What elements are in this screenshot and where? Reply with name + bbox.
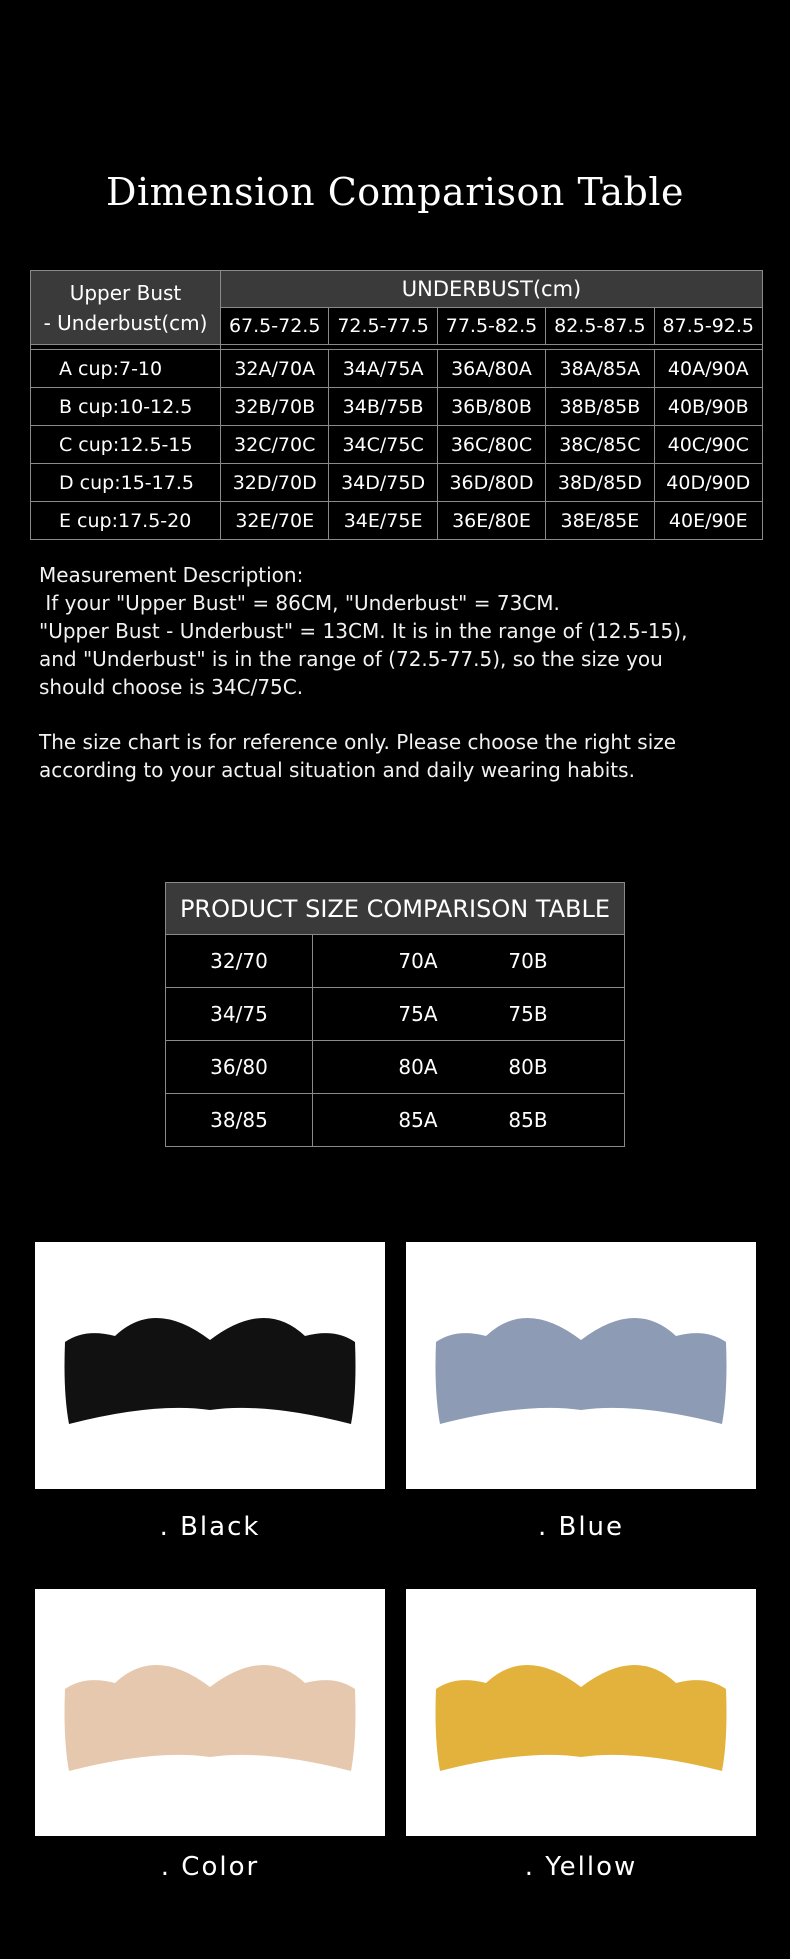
corner-line-2: - Underbust(cm) (43, 310, 208, 335)
size-cell: 32E/70E (221, 502, 329, 540)
size-b: 70B (508, 949, 548, 973)
product-size-table (165, 882, 625, 1147)
strapless-bra-icon (406, 1589, 756, 1836)
corner-line-1: Upper Bust (69, 280, 182, 305)
size-b: 85B (508, 1108, 548, 1132)
size-cell: 32/70 (166, 935, 313, 988)
size-a: 85A (398, 1108, 438, 1132)
size-cell: 34D/75D (329, 464, 437, 502)
description-line: and "Underbust" is in the range of (72.5-77.5), so the size you (39, 647, 663, 671)
size-cell: 32A/70A (221, 350, 329, 388)
size-cell: 38D/85D (546, 464, 654, 502)
size-cell: 38E/85E (546, 502, 654, 540)
size-cell: 32C/70C (221, 426, 329, 464)
size-cell: 36D/80D (437, 464, 545, 502)
product-label: . Yellow (524, 1852, 638, 1882)
underbust-header: UNDERBUST(cm) (221, 271, 763, 308)
size-cell: 40B/90B (654, 388, 762, 426)
size-cell: 36A/80A (437, 350, 545, 388)
description-line: should choose is 34C/75C. (39, 675, 304, 699)
note-line: according to your actual situation and daily wearing habits. (39, 758, 635, 782)
cup-label: D cup:15-17.5 (31, 464, 221, 502)
product-label: . Black (159, 1512, 261, 1542)
range-header: 77.5-82.5 (437, 308, 545, 345)
size-b: 75B (508, 1002, 548, 1026)
size-cell: 34B/75B (329, 388, 437, 426)
size-a: 80A (398, 1055, 438, 1079)
table-row (31, 350, 763, 388)
size-cell: 40D/90D (654, 464, 762, 502)
cup-label: E cup:17.5-20 (31, 502, 221, 540)
product-table-title: PRODUCT SIZE COMPARISON TABLE (166, 883, 625, 935)
table-row (31, 502, 763, 540)
size-cell: 32B/70B (221, 388, 329, 426)
range-header: 72.5-77.5 (329, 308, 437, 345)
size-cell: 36/80 (166, 1041, 313, 1094)
product-image-blue[interactable] (406, 1242, 756, 1489)
product-image-yellow[interactable] (406, 1589, 756, 1836)
description-line: "Upper Bust - Underbust" = 13CM. It is in the range of (12.5-15), (39, 619, 688, 643)
product-label: . Blue (537, 1512, 625, 1542)
size-cell: 40A/90A (654, 350, 762, 388)
size-b: 80B (508, 1055, 548, 1079)
product-image-black[interactable] (35, 1242, 385, 1489)
size-cell: 40C/90C (654, 426, 762, 464)
strapless-bra-icon (35, 1242, 385, 1489)
range-header: 87.5-92.5 (654, 308, 762, 345)
size-cell: 36C/80C (437, 426, 545, 464)
cup-label: B cup:10-12.5 (31, 388, 221, 426)
range-header: 82.5-87.5 (546, 308, 654, 345)
size-cell: 34/75 (166, 988, 313, 1041)
range-header: 67.5-72.5 (221, 308, 329, 345)
cup-label: C cup:12.5-15 (31, 426, 221, 464)
description-line: If your "Upper Bust" = 86CM, "Underbust" = 73CM. (39, 591, 560, 615)
strapless-bra-icon (35, 1589, 385, 1836)
size-a: 70A (398, 949, 438, 973)
size-cell: 36B/80B (437, 388, 545, 426)
description-line: Measurement Description: (39, 563, 304, 587)
table-row (166, 988, 625, 1041)
table-row (31, 464, 763, 502)
size-cell: 38/85 (166, 1094, 313, 1147)
table-row (31, 426, 763, 464)
size-cell: 40E/90E (654, 502, 762, 540)
cup-label: A cup:7-10 (31, 350, 221, 388)
note-line: The size chart is for reference only. Please choose the right size (39, 730, 677, 754)
corner-header (31, 271, 221, 345)
size-cell: 38A/85A (546, 350, 654, 388)
size-cell: 36E/80E (437, 502, 545, 540)
measurement-description (39, 561, 779, 784)
size-a: 75A (398, 1002, 438, 1026)
strapless-bra-icon (406, 1242, 756, 1489)
table-row (166, 1094, 625, 1147)
size-cell: 34C/75C (329, 426, 437, 464)
product-image-color[interactable] (35, 1589, 385, 1836)
product-label: . Color (160, 1852, 260, 1882)
size-cell: 34E/75E (329, 502, 437, 540)
size-cell: 32D/70D (221, 464, 329, 502)
size-cell: 38B/85B (546, 388, 654, 426)
size-cell: 38C/85C (546, 426, 654, 464)
page-title: Dimension Comparison Table (106, 170, 684, 214)
table-row (166, 935, 625, 988)
table-row (31, 388, 763, 426)
table-row (166, 1041, 625, 1094)
dimension-table (30, 270, 763, 540)
size-cell: 34A/75A (329, 350, 437, 388)
